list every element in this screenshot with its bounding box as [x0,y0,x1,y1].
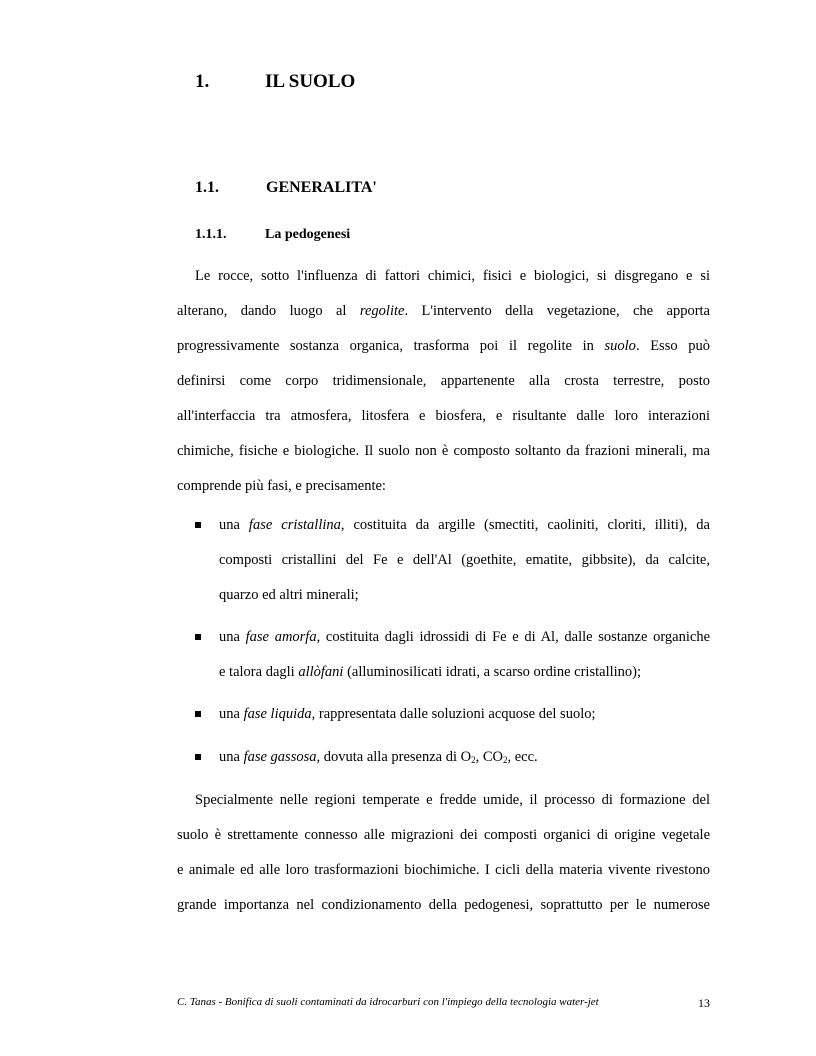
list-item: una fase gassosa, dovuta alla presenza di $O_2$, $CO_2$, ecc. [195,740,710,775]
footer-title: C. Tanas - Bonifica di suoli contaminati da idrocarburi con l'impiego della tecnologia water-jet [177,996,599,1008]
chapter-heading [195,71,355,93]
list-item: una fase cristallina, costituita da argille (smectiti, caoliniti, cloriti, illiti), da composti cristallini del Fe e dell'Al (goethite, ematite, gibbsite), da calcite, quarzo ed altri minerali; [195,508,710,613]
chapter-number: 1. [195,71,210,92]
bullet-marker-icon [195,634,201,640]
section-heading [195,179,377,197]
bullet-list [195,508,710,613]
section-title: GENERALITA' [266,179,377,196]
paragraph-line: Specialmente nelle regioni temperate e fredde umide, il processo di formazione del [195,792,710,808]
paragraph-line: all'interfaccia tra atmosfera, litosfera e biosfera, e risultante dalle loro interazioni [177,408,710,424]
bullet-list [195,620,710,690]
paragraph-line: e animale ed alle loro trasformazioni biochimiche. I cicli della materia vivente rivestono [177,862,710,878]
paragraph-line: grande importanza nel condizionamento della pedogenesi, soprattutto per le numerose [177,897,710,913]
paragraph-1 [177,259,710,504]
page-number: 13 [698,996,710,1010]
paragraph-line: progressivamente sostanza organica, trasforma poi il regolite in suolo. Esso può [177,338,710,354]
chapter-title: IL SUOLO [265,71,356,92]
subsection-heading [195,227,350,243]
subsection-title: La pedogenesi [265,227,351,242]
bullet-marker-icon [195,522,201,528]
paragraph-line: alterano, dando luogo al regolite. L'intervento della vegetazione, che apporta [177,303,710,319]
paragraph-2 [177,783,710,923]
list-item: una fase liquida, rappresentata dalle soluzioni acquose del suolo; [195,697,710,732]
paragraph-line: suolo è strettamente connesso alle migrazioni dei composti organici di origine vegetale [177,827,710,843]
paragraph-line: Le rocce, sotto l'influenza di fattori chimici, fisici e biologici, si disgregano e si [195,268,710,284]
subsection-number: 1.1.1. [195,227,227,242]
list-item: una fase amorfa, costituita dagli idrossidi di Fe e di Al, dalle sostanze organiche e talora dagli allòfani (alluminosilicati idrati, a scarso ordine cristallino); [195,620,710,690]
section-number: 1.1. [195,179,219,196]
paragraph-line: definirsi come corpo tridimensionale, appartenente alla crosta terrestre, posto [177,373,710,389]
bullet-marker-icon [195,754,201,760]
bullet-list [195,740,710,775]
page-footer [177,996,710,1008]
bullet-list [195,697,710,732]
bullet-marker-icon [195,711,201,717]
paragraph-line: comprende più fasi, e precisamente: [177,478,386,494]
paragraph-line: chimiche, fisiche e biologiche. Il suolo non è composto soltanto da frazioni minerali, ma [177,443,710,459]
